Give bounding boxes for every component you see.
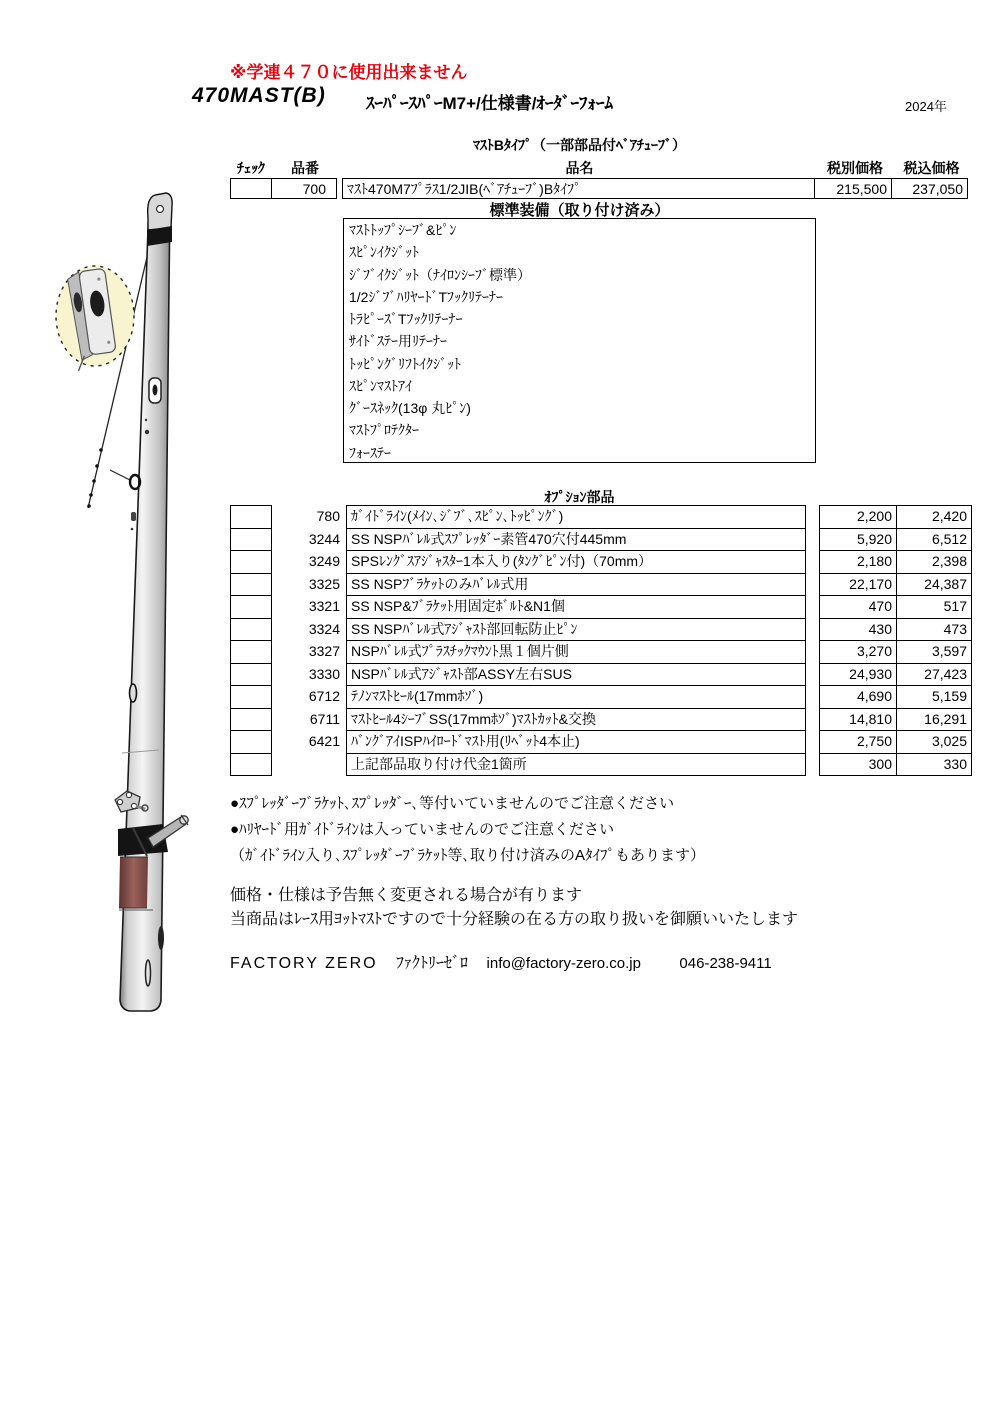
- option-price-ex-tax: 4,690: [819, 685, 897, 709]
- option-checkbox[interactable]: [230, 595, 272, 619]
- option-row: [230, 618, 972, 642]
- option-price-inc-tax: 517: [896, 595, 972, 619]
- options-caption: ｵﾌﾟｼｮﾝ部品: [544, 489, 615, 505]
- option-row: [230, 528, 972, 552]
- mast-part-number: 700: [271, 178, 337, 199]
- option-name: SPSﾚﾝｸﾞｽｱｼﾞｬｽﾀｰ1本入り(ﾀﾝｸﾞﾋﾟﾝ付)（70mm）: [346, 550, 806, 574]
- contact-phone: 046-238-9411: [679, 955, 772, 972]
- option-part-number: 3321: [308, 598, 340, 614]
- option-row: [230, 685, 972, 709]
- mast-table-caption: ﾏｽﾄBﾀｲﾌﾟ（一部部品付ﾍﾞｱﾁｭｰﾌﾞ）: [472, 137, 687, 153]
- standard-equipment-list: [343, 218, 816, 463]
- option-price-ex-tax: 2,180: [819, 550, 897, 574]
- option-row: [230, 595, 972, 619]
- lower-slot-1: [158, 926, 164, 950]
- option-price-ex-tax: 430: [819, 618, 897, 642]
- option-part-number: 6711: [309, 710, 340, 727]
- mast-illustration: [35, 188, 210, 1033]
- mast-price-ex-tax: 215,500: [814, 178, 892, 199]
- option-name: ﾊﾞﾝｸﾞｱｲISPﾊｲﾛｰﾄﾞﾏｽﾄ用(ﾘﾍﾞｯﾄ4本止): [346, 730, 806, 754]
- option-price-inc-tax: 473: [896, 618, 972, 642]
- options-table: [230, 505, 972, 776]
- restriction-warning: ※学連４７０に使用出来ません: [230, 63, 468, 82]
- option-part-number: 3244: [308, 530, 340, 547]
- option-price-ex-tax: 2,750: [819, 730, 897, 754]
- option-row: [230, 505, 972, 529]
- option-price-inc-tax: 2,398: [896, 550, 972, 574]
- option-price-ex-tax: 14,810: [819, 708, 897, 732]
- standard-equipment-item: ｽﾋﾟﾝﾏｽﾄｱｲ: [349, 377, 412, 394]
- note-a-type: （ｶﾞｲﾄﾞﾗｲﾝ入り､ｽﾌﾟﾚｯﾀﾞｰﾌﾞﾗｹｯﾄ等､取り付け済みのAﾀｲﾌﾟもあります）: [230, 847, 706, 864]
- option-checkbox[interactable]: [230, 640, 272, 664]
- year-label: 2024年: [905, 99, 947, 114]
- option-row: [230, 753, 972, 777]
- option-row: [230, 573, 972, 597]
- option-price-ex-tax: 5,920: [819, 528, 897, 552]
- option-name: ﾏｽﾄﾋｰﾙ4ｼｰﾌﾞSS(17mmﾎｿﾞ)ﾏｽﾄｶｯﾄ&交換: [346, 708, 806, 732]
- option-part-number: 3325: [308, 575, 340, 592]
- note-guideline: ●ﾊﾘﾔｰﾄﾞ用ｶﾞｲﾄﾞﾗｲﾝは入っていませんのでご注意ください: [230, 821, 615, 838]
- option-checkbox[interactable]: [230, 685, 272, 709]
- option-part-number: 6712: [308, 688, 340, 704]
- contact-email: info@factory-zero.co.jp: [486, 955, 641, 972]
- page-subtitle: ｽｰﾊﾟｰｽﾊﾟｰM7+/仕様書/ｵｰﾀﾞｰﾌｫｰﾑ: [366, 94, 613, 113]
- option-row: [230, 550, 972, 574]
- option-part-number: [272, 753, 346, 777]
- option-price-ex-tax: 24,930: [819, 663, 897, 687]
- option-price-inc-tax: 24,387: [896, 573, 972, 597]
- option-checkbox[interactable]: [230, 618, 272, 642]
- company-name-jp: ﾌｧｸﾄﾘｰｾﾞﾛ: [396, 955, 469, 972]
- standard-equipment-item: ｻｲﾄﾞｽﾃｰ用ﾘﾃｰﾅｰ: [349, 333, 447, 350]
- option-part-number: 3327: [308, 643, 340, 659]
- option-row: [230, 663, 972, 687]
- standard-equipment-item: ﾏｽﾄﾄｯﾌﾟｼｰﾌﾞ&ﾋﾟﾝ: [349, 222, 457, 238]
- option-name: NSPﾊﾞﾚﾙ式ﾌﾟﾗｽﾁｯｸﾏｳﾝﾄ黒１個片側: [346, 640, 806, 664]
- standard-equipment-item: 1/2ｼﾞﾌﾞﾊﾘﾔｰﾄﾞTﾌｯｸﾘﾃｰﾅｰ: [349, 288, 504, 305]
- option-name: NSPﾊﾞﾚﾙ式ｱｼﾞｬｽﾄ部ASSY左右SUS: [346, 663, 806, 687]
- option-price-inc-tax: 330: [896, 753, 972, 777]
- page-title: 470MAST(B): [192, 84, 326, 107]
- column-header-name: 品名: [565, 160, 594, 176]
- mast-protector-band: [119, 857, 148, 908]
- option-part-number: 780: [316, 508, 340, 524]
- mast-table-row: [230, 178, 968, 199]
- option-part-number: 3249: [308, 553, 340, 569]
- option-price-ex-tax: 470: [819, 595, 897, 619]
- option-price-inc-tax: 3,597: [896, 640, 972, 664]
- option-price-inc-tax: 3,025: [896, 730, 972, 754]
- option-row: [230, 730, 972, 754]
- column-header-check: ﾁｪｯｸ: [237, 160, 265, 176]
- option-name: SS NSPﾌﾞﾗｹｯﾄのみﾊﾞﾚﾙ式用: [346, 573, 806, 597]
- standard-equipment-caption: 標準装備（取り付け済み）: [489, 202, 670, 219]
- column-header-price-ex-tax: 税別価格: [827, 160, 883, 176]
- option-part-number: 3324: [308, 620, 340, 637]
- disclaimer-price: 価格・仕様は予告無く変更される場合が有ります: [230, 887, 583, 904]
- option-name: ｶﾞｲﾄﾞﾗｲﾝ(ﾒｲﾝ､ｼﾞﾌﾞ､ｽﾋﾟﾝ､ﾄｯﾋﾟﾝｸﾞ): [346, 505, 806, 529]
- spin-eye-slot: [130, 684, 137, 702]
- option-price-ex-tax: 3,270: [819, 640, 897, 664]
- option-name: SS NSPﾊﾞﾚﾙ式ｽﾌﾟﾚｯﾀﾞｰ素管470穴付445mm: [346, 528, 806, 552]
- option-checkbox[interactable]: [230, 663, 272, 687]
- option-checkbox[interactable]: [230, 550, 272, 574]
- option-checkbox[interactable]: [230, 730, 272, 754]
- mast-checkbox[interactable]: [230, 178, 272, 199]
- option-price-inc-tax: 2,420: [896, 505, 972, 529]
- option-name: ﾃﾉﾝﾏｽﾄﾋｰﾙ(17mmﾎｿﾞ): [346, 685, 806, 709]
- option-part-number: 3330: [308, 665, 340, 682]
- standard-equipment-item: ﾄｯﾋﾟﾝｸﾞﾘﾌﾄｲｸｼﾞｯﾄ: [349, 355, 461, 372]
- column-header-part-number: 品番: [291, 160, 319, 176]
- standard-equipment-item: ｽﾋﾟﾝｲｸｼﾞｯﾄ: [349, 244, 419, 261]
- standard-equipment-item: ﾄﾗﾋﾟｰｽﾞTﾌｯｸﾘﾃｰﾅｰ: [349, 311, 463, 328]
- option-price-inc-tax: 5,159: [896, 685, 972, 709]
- option-price-ex-tax: 300: [819, 753, 897, 777]
- standard-equipment-item: ﾌｫｰｽﾃｰ: [349, 444, 391, 461]
- sheave-detail-inset: [56, 266, 134, 371]
- option-row: [230, 708, 972, 732]
- option-checkbox[interactable]: [230, 753, 272, 777]
- option-price-inc-tax: 6,512: [896, 528, 972, 552]
- standard-equipment-item: ｼﾞﾌﾞｲｸｼﾞｯﾄ（ﾅｲﾛﾝｼｰﾌﾞ標準）: [349, 266, 531, 283]
- option-row: [230, 640, 972, 664]
- option-part-number: 6421: [308, 733, 340, 749]
- option-name: SS NSPﾊﾞﾚﾙ式ｱｼﾞｬｽﾄ部回転防止ﾋﾟﾝ: [346, 618, 806, 642]
- option-checkbox[interactable]: [230, 573, 272, 597]
- standard-equipment-item: ﾏｽﾄﾌﾟﾛﾃｸﾀｰ: [349, 422, 419, 439]
- option-price-ex-tax: 22,170: [819, 573, 897, 597]
- mast-part-name: ﾏｽﾄ470M7ﾌﾟﾗｽ1/2JIB(ﾍﾞｱﾁｭｰﾌﾞ)Bﾀｲﾌﾟ: [342, 178, 815, 199]
- option-price-inc-tax: 16,291: [896, 708, 972, 732]
- note-spreader: ●ｽﾌﾟﾚｯﾀﾞｰﾌﾞﾗｹｯﾄ､ｽﾌﾟﾚｯﾀﾞｰ､等付いていませんのでご注意ください: [230, 795, 675, 812]
- option-checkbox[interactable]: [230, 708, 272, 732]
- option-name: 上記部品取り付け代金1箇所: [346, 753, 806, 777]
- column-header-price-inc-tax: 税込価格: [903, 160, 960, 176]
- mast-top-cap: [147, 193, 172, 246]
- option-checkbox[interactable]: [230, 528, 272, 552]
- standard-equipment-item: ｸﾞｰｽﾈｯｸ(13φ 丸ﾋﾟﾝ): [349, 400, 471, 417]
- option-price-inc-tax: 27,423: [896, 663, 972, 687]
- option-checkbox[interactable]: [230, 505, 272, 529]
- option-price-ex-tax: 2,200: [819, 505, 897, 529]
- disclaimer-experience: 当商品はﾚｰｽ用ﾖｯﾄﾏｽﾄですので十分経験の在る方の取り扱いを御願いいたします: [230, 911, 799, 928]
- company-name-en: FACTORY ZERO: [230, 955, 378, 972]
- footer-contact: [230, 950, 772, 973]
- pin-hole: [145, 430, 149, 434]
- option-name: SS NSP&ﾌﾞﾗｹｯﾄ用固定ﾎﾞﾙﾄ&N1個: [346, 595, 806, 619]
- mast-price-inc-tax: 237,050: [891, 178, 968, 199]
